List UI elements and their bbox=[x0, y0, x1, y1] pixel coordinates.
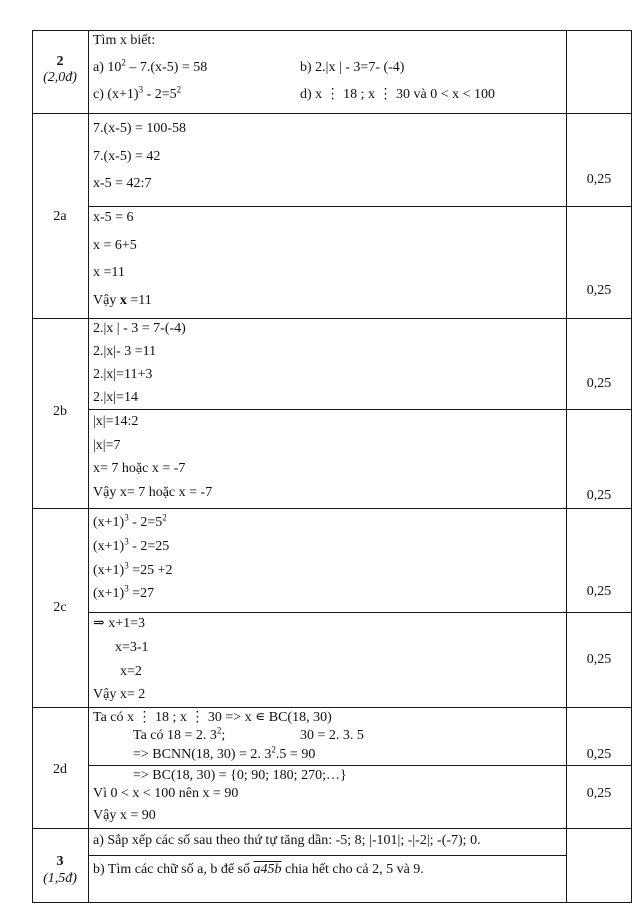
solution-line: 2.|x|=11+3 bbox=[93, 367, 153, 382]
section-label-2b: 2b bbox=[53, 404, 67, 419]
row-border bbox=[88, 409, 632, 410]
solution-line: ⇒ x+1=3 bbox=[93, 616, 146, 631]
question-points: (1,5đ) bbox=[43, 871, 77, 886]
question-part-b: b) 2.|x | - 3=7- (-4) bbox=[300, 60, 405, 75]
row-border bbox=[88, 206, 632, 207]
row-border bbox=[32, 318, 632, 319]
question-part-a: a) $10^2 - 7.(x-5) = 58$ bbox=[93, 57, 208, 75]
solution-line: x=3-1 bbox=[115, 640, 149, 655]
score: 0,25 bbox=[586, 584, 612, 599]
solution-conclusion: Vậy x =11 bbox=[93, 293, 152, 308]
question-part-b: b) Tìm các chữ số a, b để số a45b chia hết cho cả 2, 5 và 9. bbox=[93, 862, 424, 877]
score: 0,25 bbox=[586, 283, 612, 298]
solution-line: Vì 0 < x < 100 nên x = 90 bbox=[93, 786, 239, 801]
solution-line: x-5 = 6 bbox=[93, 210, 134, 225]
solution-line: $(x+1)^3 =27$ bbox=[93, 583, 155, 601]
solution-line: 2.|x|- 3 =11 bbox=[93, 344, 157, 359]
solution-line: $(x+1)^3 - 2=25$ bbox=[93, 536, 170, 554]
solution-line: Ta có 18 = 2. $3^2$; bbox=[133, 725, 226, 743]
solution-conclusion: Vậy x = 90 bbox=[93, 808, 156, 823]
score: 0,25 bbox=[586, 488, 612, 503]
score: 0,25 bbox=[586, 376, 612, 391]
table-divider-label bbox=[88, 30, 89, 903]
score: 0,25 bbox=[586, 786, 612, 801]
solution-line: 2.|x | - 3 = 7-(-4) bbox=[93, 321, 186, 336]
solution-line: x=2 bbox=[120, 664, 142, 679]
row-border bbox=[88, 855, 566, 856]
question-intro: Tìm x biết: bbox=[93, 33, 156, 48]
question-part-d: d) x ⋮ 18 ; x ⋮ 30 và 0 < x < 100 bbox=[300, 87, 496, 102]
question-points: (2,0đ) bbox=[43, 70, 77, 85]
solution-line: => BC(18, 30) = {0; 90; 180; 270;…} bbox=[133, 768, 347, 783]
solution-conclusion: Vậy x= 2 bbox=[93, 687, 146, 702]
solution-line: $(x+1)^3 =25 +2$ bbox=[93, 560, 173, 578]
solution-line: x = 6+5 bbox=[93, 238, 137, 253]
solution-line: => BCNN(18, 30) = 2. $3^2.5 = 90$ bbox=[133, 744, 316, 762]
table-border-right bbox=[631, 30, 632, 903]
row-border bbox=[32, 707, 632, 708]
solution-line: $(x+1)^3 - 2=5^2$ bbox=[93, 512, 167, 530]
question-part-c: c) $(x+1)^3 - 2=5^2$ bbox=[93, 84, 182, 102]
row-border bbox=[88, 612, 632, 613]
solution-line: |x|=14:2 bbox=[93, 414, 139, 429]
row-border bbox=[88, 765, 632, 766]
row-border bbox=[32, 508, 632, 509]
section-label-2d: 2d bbox=[53, 762, 67, 777]
solution-line: x =11 bbox=[93, 265, 125, 280]
solution-conclusion: Vậy x= 7 hoặc x = -7 bbox=[93, 485, 213, 500]
score: 0,25 bbox=[586, 747, 612, 762]
question-number: 2 bbox=[56, 54, 64, 69]
question-number: 3 bbox=[56, 854, 64, 869]
solution-line: x= 7 hoặc x = -7 bbox=[93, 461, 186, 476]
solution-line: 2.|x|=14 bbox=[93, 390, 139, 405]
row-border bbox=[32, 30, 632, 31]
section-label-2a: 2a bbox=[53, 209, 67, 224]
solution-line: 7.(x-5) = 42 bbox=[93, 149, 161, 164]
solution-line: 7.(x-5) = 100-58 bbox=[93, 121, 187, 136]
table-divider-score bbox=[566, 30, 567, 903]
solution-line: |x|=7 bbox=[93, 438, 121, 453]
solution-line: 30 = 2. 3. 5 bbox=[300, 728, 364, 743]
solution-line: Ta có x ⋮ 18 ; x ⋮ 30 => x ∊ BC(18, 30) bbox=[93, 710, 332, 725]
implies-arrow-icon: ⇒ bbox=[93, 616, 105, 631]
score: 0,25 bbox=[586, 652, 612, 667]
row-border bbox=[32, 113, 632, 114]
score: 0,25 bbox=[586, 172, 612, 187]
section-label-2c: 2c bbox=[53, 600, 67, 615]
row-border bbox=[32, 902, 632, 903]
row-border bbox=[32, 828, 632, 829]
question-part-a: a) Sắp xếp các số sau theo thứ tự tăng dần: -5; 8; |-101|; -|-2|; -(-7); 0. bbox=[93, 833, 481, 848]
solution-line: x-5 = 42:7 bbox=[93, 176, 152, 191]
